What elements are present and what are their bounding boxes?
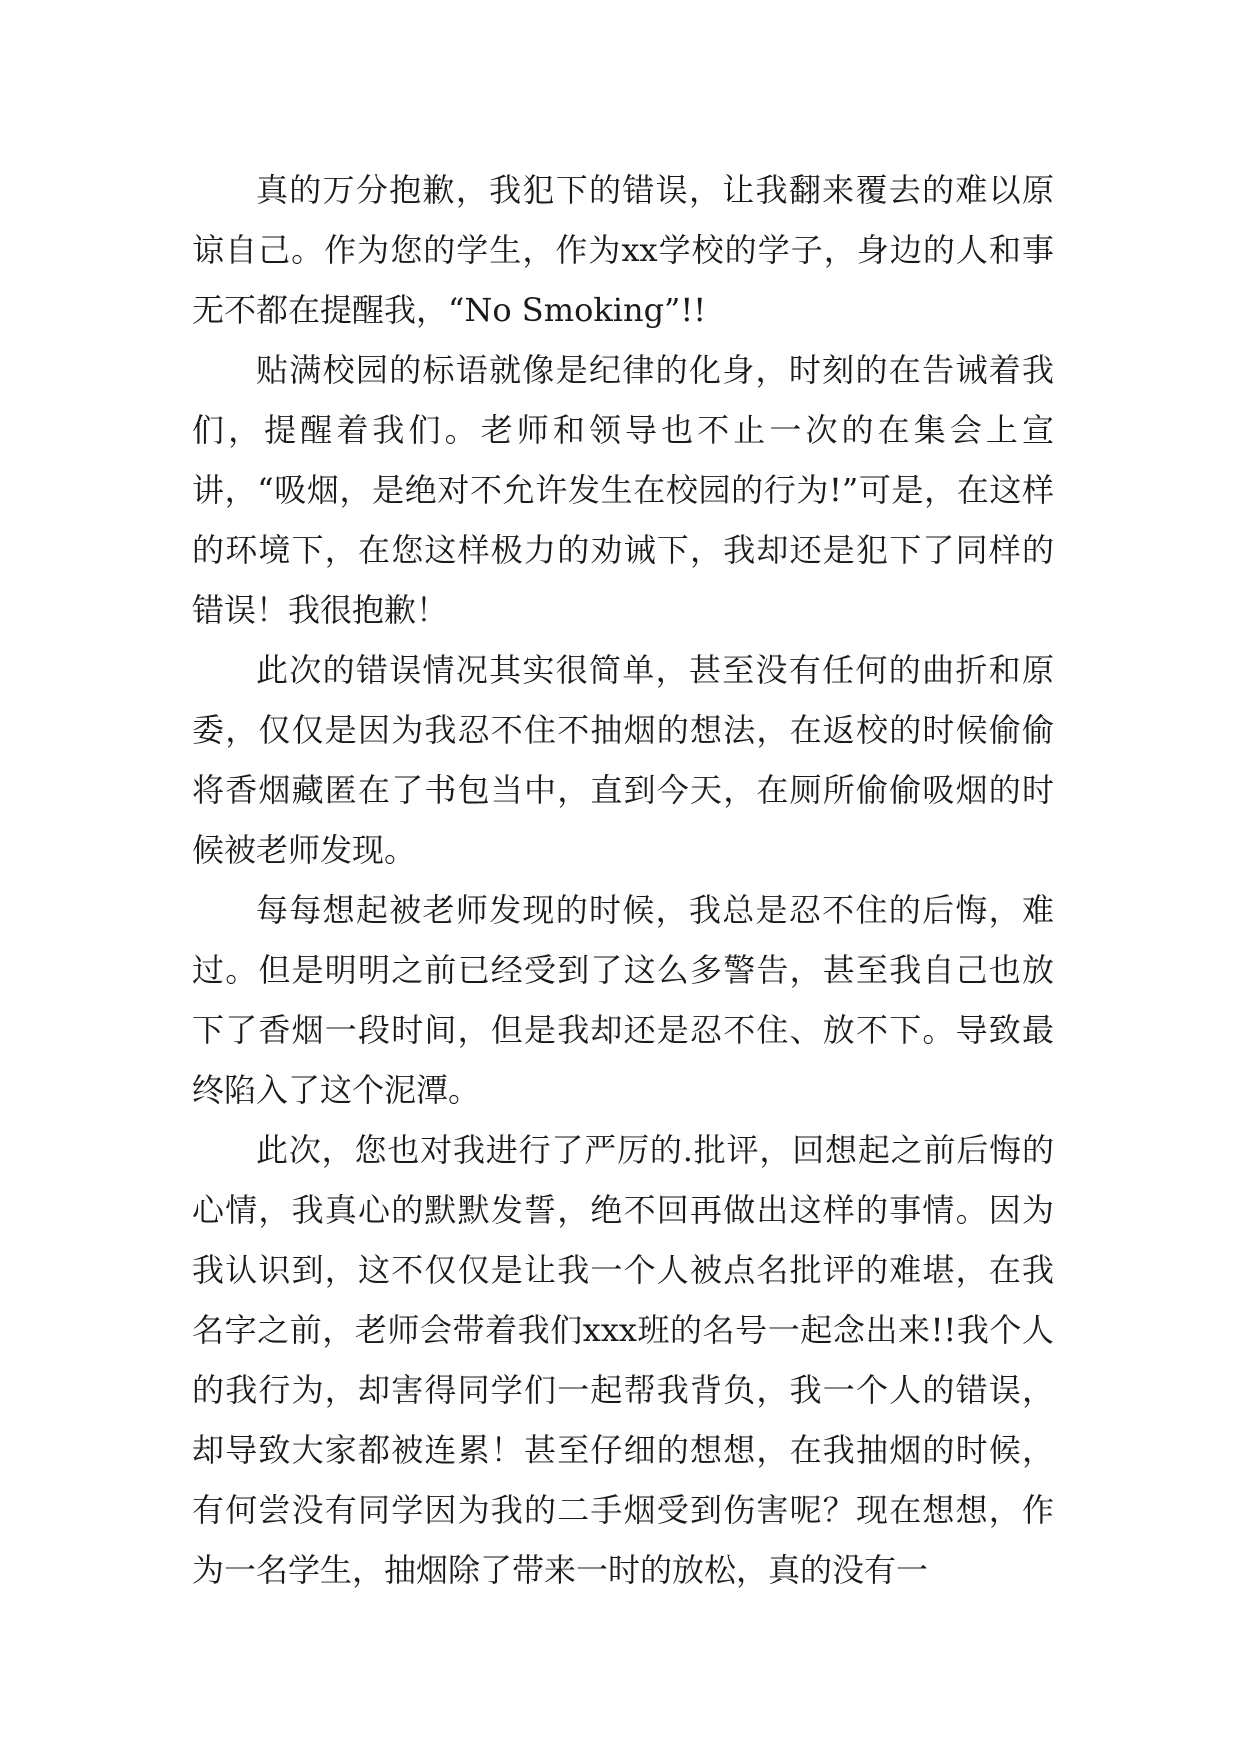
paragraph-1: 真的万分抱歉，我犯下的错误，让我翻来覆去的难以原谅自己。作为您的学生，作为xx学校的学子，身边的人和事无不都在提醒我，“No Smoking”!! [192,171,1054,329]
paragraph-3: 此次的错误情况其实很简单，甚至没有任何的曲折和原委，仅仅是因为我忍不住不抽烟的想法，在返校的时候偷偷将香烟藏匿在了书包当中，直到今天，在厕所偷偷吸烟的时候被老师发现。 [192,651,1054,869]
paragraph-2: 贴满校园的标语就像是纪律的化身，时刻的在告诫着我们，提醒着我们。老师和领导也不止一次的在集会上宣讲，“吸烟，是绝对不允许发生在校园的行为!”可是，在这样的环境下，在您这样极力的劝诫下，我却还是犯下了同样的错误！我很抱歉！ [192,351,1054,629]
paragraph-5: 此次，您也对我进行了严厉的.批评，回想起之前后悔的心情，我真心的默默发誓，绝不回再做出这样的事情。因为我认识到，这不仅仅是让我一个人被点名批评的难堪，在我名字之前，老师会带着我们xxx班的名号一起念出来!!我个人的我行为，却害得同学们一起帮我背负，我一个人的错误，却导致大家都被连累！甚至仔细的想想，在我抽烟的时候，有何尝没有同学因为我的二手烟受到伤害呢？现在想想，作为一名学生，抽烟除了带来一时的放松，真的没有一 [192,1131,1054,1589]
paragraph-4: 每每想起被老师发现的时候，我总是忍不住的后悔，难过。但是明明之前已经受到了这么多警告，甚至我自己也放下了香烟一段时间，但是我却还是忍不住、放不下。导致最终陷入了这个泥潭。 [192,891,1054,1109]
document-body [192,160,1054,1600]
